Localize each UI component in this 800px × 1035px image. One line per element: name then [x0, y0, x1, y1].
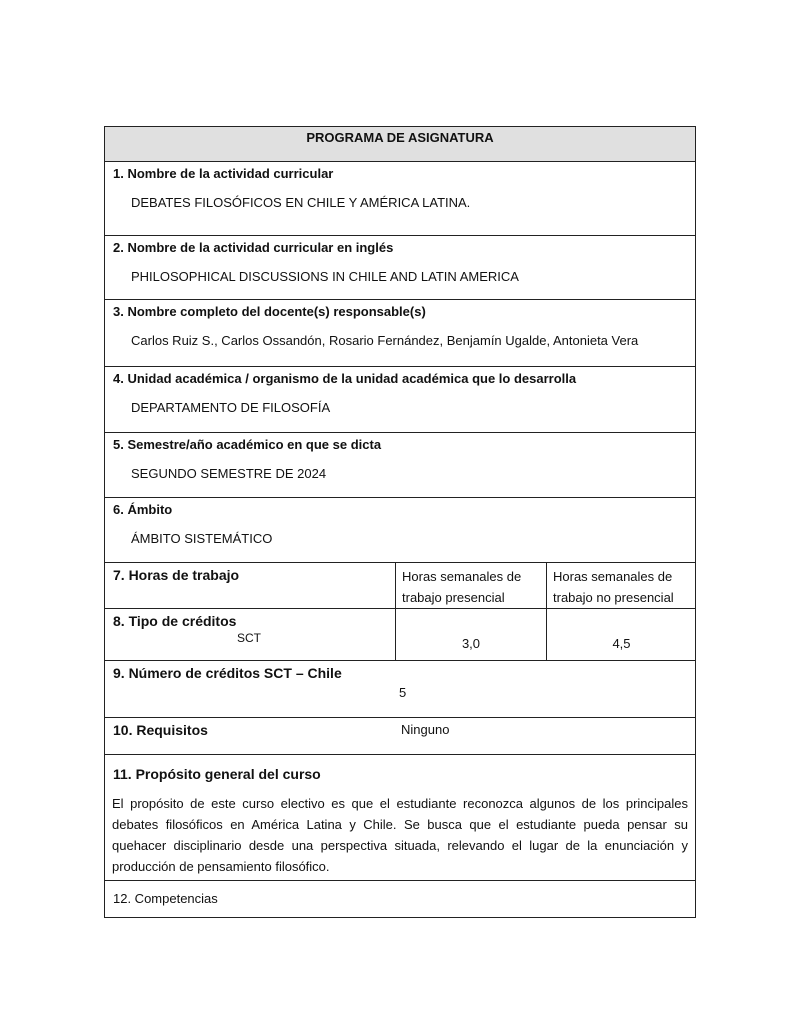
hours-presencial-header — [395, 563, 546, 608]
column-header: Horas semanales de trabajo presencial — [402, 569, 522, 605]
value: 4,5 — [612, 636, 631, 651]
section-value: Carlos Ruiz S., Carlos Ossandón, Rosario Fernández, Benjamín Ugalde, Antonieta Vera — [131, 333, 639, 348]
section-label: 5. Semestre/año académico en que se dicta — [113, 437, 382, 452]
section-12 — [104, 880, 696, 918]
credit-type: SCT — [237, 631, 261, 645]
section-5 — [104, 432, 696, 497]
section-1 — [104, 161, 696, 235]
section-4 — [104, 366, 696, 432]
table-header — [104, 126, 696, 162]
section-11 — [104, 754, 696, 880]
section-3 — [104, 299, 696, 366]
section-label: 1. Nombre de la actividad curricular — [113, 166, 334, 181]
section-value: DEPARTAMENTO DE FILOSOFÍA — [131, 400, 331, 415]
credits-value: 5 — [399, 685, 407, 700]
section-label: 3. Nombre completo del docente(s) responsable(s) — [113, 304, 426, 319]
section-value: DEBATES FILOSÓFICOS EN CHILE Y AMÉRICA LATINA. — [131, 195, 471, 210]
section-6 — [104, 497, 696, 562]
requirements-value: Ninguno — [401, 722, 450, 737]
section-8 — [104, 608, 696, 660]
section-value: PHILOSOPHICAL DISCUSSIONS IN CHILE AND LATIN AMERICA — [131, 269, 519, 284]
section-value: SEGUNDO SEMESTRE DE 2024 — [131, 466, 327, 481]
hours-no-presencial-header — [546, 563, 696, 608]
section-value: ÁMBITO SISTEMÁTICO — [131, 531, 273, 546]
section-10 — [104, 717, 696, 754]
section-label: 6. Ámbito — [113, 502, 173, 517]
purpose-text: El propósito de este curso electivo es que el estudiante reconozca algunos de los principales debates filosóficos en América Latina y Chile. Se busca que el estudiante pueda pensar su quehacer disciplinario desde una perspectiva situada, relevando el lugar de la enunciación y producción de pensamiento filosófico. — [112, 796, 688, 874]
section-9 — [104, 660, 696, 717]
section-label: 8. Tipo de créditos — [113, 613, 237, 629]
section-label: 9. Número de créditos SCT – Chile — [113, 665, 342, 681]
section-label: 11. Propósito general del curso — [113, 766, 321, 782]
hours-presencial — [395, 609, 546, 660]
section-label: 10. Requisitos — [113, 722, 208, 738]
hours-no-presencial — [546, 609, 696, 660]
section-label: 2. Nombre de la actividad curricular en inglés — [113, 240, 394, 255]
section-label: 12. Competencias — [113, 891, 218, 906]
page-title: PROGRAMA DE ASIGNATURA — [306, 130, 494, 145]
column-header: Horas semanales de trabajo no presencial — [553, 569, 674, 605]
section-label: 4. Unidad académica / organismo de la unidad académica que lo desarrolla — [113, 371, 577, 386]
section-2 — [104, 235, 696, 299]
value: 3,0 — [461, 636, 481, 651]
section-label: 7. Horas de trabajo — [113, 567, 240, 583]
section-7 — [104, 562, 696, 608]
